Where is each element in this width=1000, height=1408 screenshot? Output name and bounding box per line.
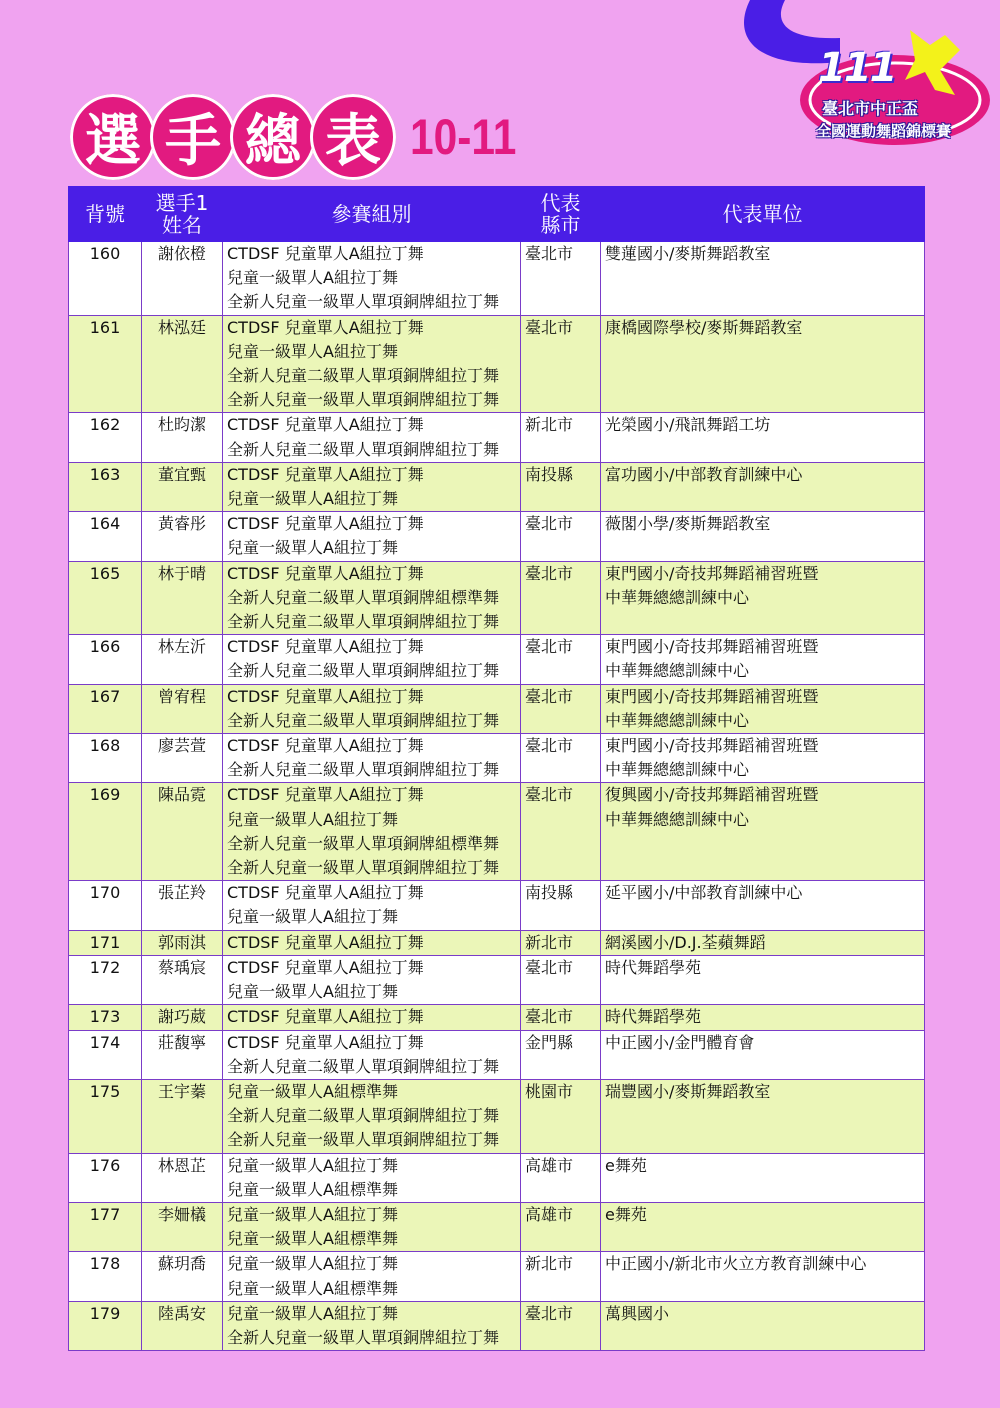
cell-events-line: 兒童一級單人A組拉丁舞 [227,1204,398,1224]
cell-events [223,1202,521,1251]
cell-num: 161 [69,315,142,413]
cell-events-line: 全新人兒童一級單人單項銅牌組標準舞 [227,833,500,853]
cell-events-line: 全新人兒童一級單人單項銅牌組拉丁舞 [227,858,500,878]
cell-events-line: 兒童一級單人A組拉丁舞 [227,982,398,1002]
cell-unit [601,1030,925,1079]
title-char: 手 [150,94,236,180]
cell-unit-line: 富功國小/中部教育訓練中心 [605,464,803,484]
cell-events-line: 全新人兒童一級單人單項銅牌組拉丁舞 [227,1327,500,1347]
table-row [69,413,925,462]
cell-num: 174 [69,1030,142,1079]
cell-events-line: 兒童一級單人A組拉丁舞 [227,907,398,927]
cell-events [223,930,521,955]
cell-events-line: 兒童一級單人A組標準舞 [227,1179,398,1199]
cell-unit-line: 康橋國際學校/麥斯舞蹈教室 [605,317,803,337]
cell-events [223,561,521,635]
cell-county: 金門縣 [521,1030,601,1079]
table-row [69,930,925,955]
table-row [69,1153,925,1202]
cell-events [223,242,521,316]
table-row [69,881,925,930]
cell-num: 179 [69,1301,142,1350]
table-row [69,561,925,635]
cell-events [223,1301,521,1350]
cell-events-line: 兒童一級單人A組拉丁舞 [227,341,398,361]
cell-unit [601,561,925,635]
table-row [69,1005,925,1030]
cell-name: 廖芸萱 [142,734,223,783]
cell-events-line: 全新人兒童二級單人單項銅牌組拉丁舞 [227,1106,500,1126]
cell-events [223,413,521,462]
cell-unit [601,242,925,316]
cell-events-line: CTDSF 兒童單人A組拉丁舞 [227,785,424,805]
cell-num: 165 [69,561,142,635]
table-row [69,1079,925,1153]
cell-unit [601,734,925,783]
cell-events-line: CTDSF 兒童單人A組拉丁舞 [227,637,424,657]
cell-unit-line: 中華舞總總訓練中心 [605,710,750,730]
cell-unit [601,881,925,930]
cell-name: 董宜甄 [142,462,223,511]
cell-events-line: CTDSF 兒童單人A組拉丁舞 [227,415,424,435]
cell-county: 新北市 [521,1252,601,1301]
table-header [69,187,925,242]
cell-events-line: CTDSF 兒童單人A組拉丁舞 [227,932,424,952]
cell-events-line: 兒童一級單人A組拉丁舞 [227,1254,398,1274]
cell-num: 177 [69,1202,142,1251]
cell-unit [601,315,925,413]
header-name: 選手1 姓名 [142,187,223,242]
cell-county: 臺北市 [521,1301,601,1350]
cell-name: 蘇玥喬 [142,1252,223,1301]
cell-county: 臺北市 [521,512,601,561]
cell-events [223,684,521,733]
cell-name: 謝依橙 [142,242,223,316]
cell-events [223,315,521,413]
event-logo [730,0,1000,170]
cell-name: 林泓廷 [142,315,223,413]
cell-name: 莊馥寧 [142,1030,223,1079]
cell-unit-line: 中華舞總總訓練中心 [605,587,750,607]
cell-county: 高雄市 [521,1202,601,1251]
cell-num: 167 [69,684,142,733]
cell-name: 張芷羚 [142,881,223,930]
cell-events-line: 全新人兒童一級單人單項銅牌組拉丁舞 [227,292,500,312]
cell-unit-line: 東門國小/奇技邦舞蹈補習班暨 [605,563,819,583]
cell-events-line: 兒童一級單人A組拉丁舞 [227,268,398,288]
cell-events-line: 兒童一級單人A組拉丁舞 [227,538,398,558]
cell-events-line: CTDSF 兒童單人A組拉丁舞 [227,957,424,977]
cell-unit-line: 中正國小/新北市火立方教育訓練中心 [605,1254,867,1274]
cell-events-line: 全新人兒童二級單人單項銅牌組拉丁舞 [227,710,500,730]
table-row [69,462,925,511]
cell-events [223,734,521,783]
cell-num: 170 [69,881,142,930]
cell-unit-line: 復興國小/奇技邦舞蹈補習班暨 [605,785,819,805]
cell-num: 171 [69,930,142,955]
cell-events-line: 兒童一級單人A組標準舞 [227,1081,398,1101]
cell-name: 林于晴 [142,561,223,635]
cell-unit-line: 中華舞總總訓練中心 [605,661,750,681]
cell-events-line: CTDSF 兒童單人A組拉丁舞 [227,244,424,263]
table-row [69,512,925,561]
cell-num: 175 [69,1079,142,1153]
cell-events-line: CTDSF 兒童單人A組拉丁舞 [227,514,424,534]
cell-county: 臺北市 [521,734,601,783]
table-row [69,1301,925,1350]
cell-name: 林左沂 [142,635,223,684]
cell-unit-line: 東門國小/奇技邦舞蹈補習班暨 [605,686,819,706]
header-county: 代表 縣市 [521,187,601,242]
cell-unit-line: 東門國小/奇技邦舞蹈補習班暨 [605,637,819,657]
cell-unit-line: 雙蓮國小/麥斯舞蹈教室 [605,244,771,263]
cell-events-line: CTDSF 兒童單人A組拉丁舞 [227,317,424,337]
cell-events-line: 全新人兒童一級單人單項銅牌組拉丁舞 [227,1130,500,1150]
cell-events-line: CTDSF 兒童單人A組拉丁舞 [227,736,424,756]
cell-num: 169 [69,783,142,881]
cell-unit-line: 時代舞蹈學苑 [605,1007,702,1027]
cell-name: 陸禹安 [142,1301,223,1350]
cell-events [223,881,521,930]
logo-line2: 全國運動舞蹈錦標賽 [816,122,952,140]
cell-county: 桃園市 [521,1079,601,1153]
cell-unit-line: 中華舞總總訓練中心 [605,809,750,829]
cell-unit [601,1005,925,1030]
logo-number: 111 [818,45,896,91]
cell-county: 臺北市 [521,955,601,1004]
table-row [69,1252,925,1301]
cell-unit-line: 萬興國小 [605,1303,670,1323]
cell-county: 新北市 [521,413,601,462]
table-row [69,635,925,684]
cell-unit-line: 薇閣小學/麥斯舞蹈教室 [605,514,771,534]
cell-unit-line: 時代舞蹈學苑 [605,957,702,977]
cell-events-line: CTDSF 兒童單人A組拉丁舞 [227,563,424,583]
table-row [69,1030,925,1079]
cell-name: 杜昀潔 [142,413,223,462]
cell-unit [601,684,925,733]
title-subtitle: 10-11 [410,109,517,165]
cell-unit-line: 延平國小/中部教育訓練中心 [605,883,803,903]
cell-events-line: CTDSF 兒童單人A組拉丁舞 [227,883,424,903]
header-num: 背號 [69,187,142,242]
table-row [69,242,925,316]
cell-num: 160 [69,242,142,316]
cell-events [223,1252,521,1301]
page-title [70,92,535,182]
table-row [69,734,925,783]
cell-num: 162 [69,413,142,462]
cell-events-line: 全新人兒童二級單人單項銅牌組拉丁舞 [227,439,500,459]
cell-unit [601,413,925,462]
cell-name: 謝巧葳 [142,1005,223,1030]
cell-unit [601,1252,925,1301]
cell-unit-line: 中華舞總總訓練中心 [605,760,750,780]
cell-num: 176 [69,1153,142,1202]
cell-events-line: CTDSF 兒童單人A組拉丁舞 [227,1032,424,1052]
cell-county: 臺北市 [521,315,601,413]
cell-num: 172 [69,955,142,1004]
cell-events-line: 兒童一級單人A組拉丁舞 [227,489,398,509]
table-row [69,684,925,733]
cell-events-line: CTDSF 兒童單人A組拉丁舞 [227,686,424,706]
cell-unit-line: e舞苑 [605,1204,647,1224]
cell-county: 南投縣 [521,881,601,930]
cell-events [223,1153,521,1202]
cell-name: 王宇蓁 [142,1079,223,1153]
cell-county: 高雄市 [521,1153,601,1202]
cell-num: 166 [69,635,142,684]
title-char: 選 [70,94,156,180]
table-row [69,315,925,413]
cell-unit [601,635,925,684]
cell-name: 曾宥程 [142,684,223,733]
cell-county: 臺北市 [521,561,601,635]
cell-events [223,783,521,881]
cell-county: 臺北市 [521,1005,601,1030]
cell-events-line: 全新人兒童二級單人單項銅牌組標準舞 [227,587,500,607]
cell-unit-line: 瑞豐國小/麥斯舞蹈教室 [605,1081,771,1101]
cell-events-line: CTDSF 兒童單人A組拉丁舞 [227,1007,424,1027]
cell-unit [601,1153,925,1202]
cell-num: 173 [69,1005,142,1030]
cell-unit-line: e舞苑 [605,1155,647,1175]
cell-name: 林恩芷 [142,1153,223,1202]
cell-unit-line: 中正國小/金門體育會 [605,1032,755,1052]
cell-events-line: 全新人兒童二級單人單項銅牌組拉丁舞 [227,760,500,780]
cell-unit-line: 東門國小/奇技邦舞蹈補習班暨 [605,736,819,756]
cell-events-line: 全新人兒童二級單人單項銅牌組拉丁舞 [227,366,500,386]
cell-unit [601,1202,925,1251]
cell-name: 黃睿彤 [142,512,223,561]
title-char: 總 [230,94,316,180]
cell-name: 蔡瑀宸 [142,955,223,1004]
cell-county: 臺北市 [521,783,601,881]
table-row [69,783,925,881]
cell-events [223,635,521,684]
cell-name: 郭雨淇 [142,930,223,955]
table-row [69,1202,925,1251]
cell-county: 南投縣 [521,462,601,511]
cell-unit [601,930,925,955]
header-events: 參賽組別 [223,187,521,242]
cell-name: 陳品霓 [142,783,223,881]
header-unit: 代表單位 [601,187,925,242]
cell-events-line: CTDSF 兒童單人A組拉丁舞 [227,464,424,484]
cell-events-line: 兒童一級單人A組拉丁舞 [227,1303,398,1323]
cell-unit-line: 光榮國小/飛訊舞蹈工坊 [605,415,771,435]
cell-events [223,512,521,561]
cell-events-line: 全新人兒童二級單人單項銅牌組拉丁舞 [227,661,500,681]
cell-events-line: 兒童一級單人A組拉丁舞 [227,1155,398,1175]
cell-county: 新北市 [521,930,601,955]
cell-unit [601,512,925,561]
cell-num: 178 [69,1252,142,1301]
player-table [68,186,924,1351]
cell-num: 164 [69,512,142,561]
cell-num: 163 [69,462,142,511]
cell-unit-line: 網溪國小/D.J.荃蘋舞蹈 [605,932,766,952]
cell-events-line: 兒童一級單人A組標準舞 [227,1229,398,1249]
cell-events-line: 全新人兒童二級單人單項銅牌組拉丁舞 [227,612,500,632]
cell-county: 臺北市 [521,242,601,316]
cell-name: 李姍檥 [142,1202,223,1251]
cell-unit [601,783,925,881]
cell-events [223,1005,521,1030]
cell-county: 臺北市 [521,635,601,684]
cell-county: 臺北市 [521,684,601,733]
cell-unit [601,462,925,511]
cell-events [223,955,521,1004]
cell-events-line: 全新人兒童二級單人單項銅牌組拉丁舞 [227,1056,500,1076]
cell-events-line: 兒童一級單人A組標準舞 [227,1278,398,1298]
cell-events-line: 兒童一級單人A組拉丁舞 [227,809,398,829]
cell-unit [601,1079,925,1153]
cell-events [223,462,521,511]
title-char: 表 [310,94,396,180]
table-row [69,955,925,1004]
cell-events [223,1030,521,1079]
logo-line1: 臺北市中正盃 [822,99,919,118]
cell-unit [601,955,925,1004]
cell-unit [601,1301,925,1350]
cell-num: 168 [69,734,142,783]
cell-events-line: 全新人兒童一級單人單項銅牌組拉丁舞 [227,390,500,410]
cell-events [223,1079,521,1153]
